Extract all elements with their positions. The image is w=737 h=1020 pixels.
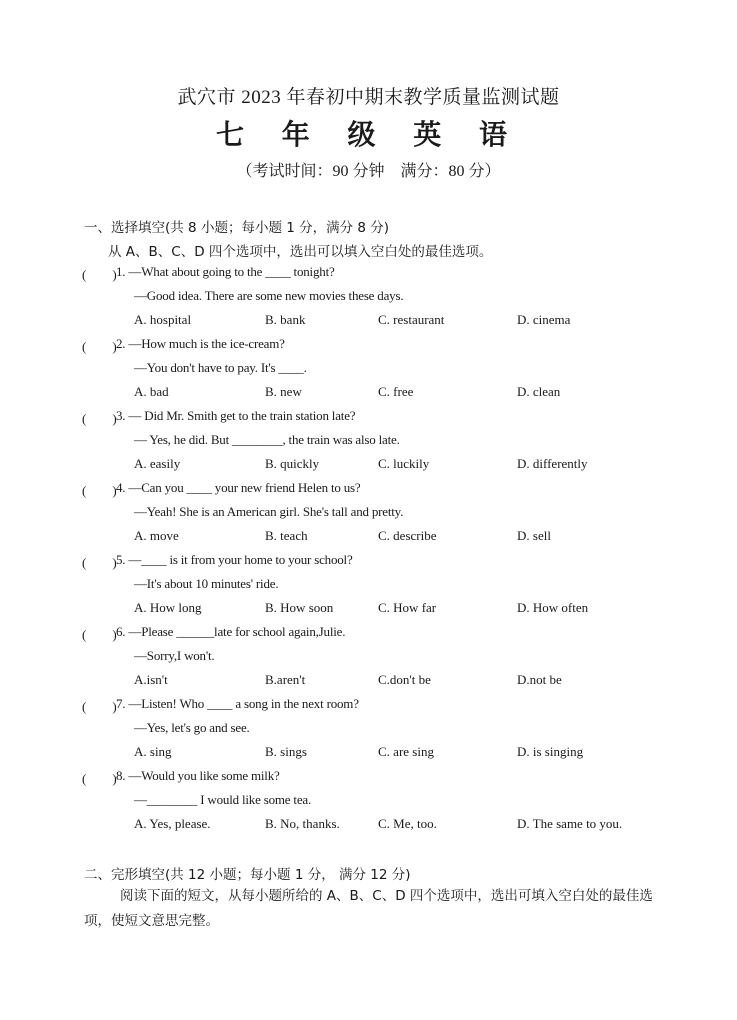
- option-b: B.aren't: [265, 672, 306, 687]
- question-text: 4. —Can you ____ your new friend Helen to us?: [116, 480, 361, 495]
- answer-blank: ( ): [82, 339, 117, 354]
- question-text: 6. —Please ______late for school again,Julie.: [116, 624, 346, 639]
- section1-instruction: 从 A、B、C、D 四个选项中，选出可以填入空白处的最佳选项。: [108, 244, 493, 260]
- answer-blank: ( ): [82, 699, 117, 714]
- dialogue-response: —Sorry,I won't.: [134, 648, 215, 663]
- subject-title: 七 年 级 英 语: [216, 118, 521, 151]
- option-b: B. No, thanks.: [265, 816, 340, 831]
- option-d: D.not be: [517, 672, 562, 687]
- dialogue-response: — Yes, he did. But ________, the train was also late.: [134, 432, 400, 447]
- option-c: C.don't be: [378, 672, 431, 687]
- option-b: B. bank: [265, 312, 306, 327]
- option-d: D. is singing: [517, 744, 584, 759]
- option-c: C. luckily: [378, 456, 430, 471]
- option-a: A. hospital: [134, 312, 192, 327]
- option-a: A. Yes, please.: [134, 816, 211, 831]
- option-d: D. The same to you.: [517, 816, 623, 831]
- option-c: C. Me, too.: [378, 816, 437, 831]
- option-b: B. new: [265, 384, 302, 399]
- dialogue-response: —Yeah! She is an American girl. She's tall and pretty.: [134, 504, 404, 519]
- question-text: 5. —____ is it from your home to your school?: [116, 552, 353, 567]
- option-a: A. How long: [134, 600, 202, 615]
- section1-heading: 一、选择填空(共 8 小题；每小题 1 分，满分 8 分): [84, 220, 390, 236]
- question-text: 7. —Listen! Who ____ a song in the next room?: [116, 696, 359, 711]
- dialogue-response: —Good idea. There are some new movies these days.: [134, 288, 404, 303]
- option-d: D. How often: [517, 600, 589, 615]
- option-c: C. How far: [378, 600, 437, 615]
- answer-blank: ( ): [82, 483, 117, 498]
- answer-blank: ( ): [82, 627, 117, 642]
- option-b: B. How soon: [265, 600, 334, 615]
- answer-blank: ( ): [82, 267, 117, 282]
- section2-heading: 二、完形填空(共 12 小题；每小题 1 分， 满分 12 分): [84, 867, 411, 883]
- answer-blank: ( ): [82, 555, 117, 570]
- section2-instruction: 阅读下面的短文，从每小题所给的 A、B、C、D 四个选项中，选出可填入空白处的最佳选项，使短文意思完整。: [84, 888, 653, 929]
- question-text: 3. — Did Mr. Smith get to the train station late?: [116, 408, 356, 423]
- question-text: 2. —How much is the ice-cream?: [116, 336, 285, 351]
- option-c: C. free: [378, 384, 414, 399]
- option-b: B. teach: [265, 528, 308, 543]
- question-text: 8. —Would you like some milk?: [116, 768, 280, 783]
- answer-blank: ( ): [82, 771, 117, 786]
- option-a: A. easily: [134, 456, 181, 471]
- option-c: C. describe: [378, 528, 437, 543]
- option-a: A. sing: [134, 744, 172, 759]
- option-a: A. bad: [134, 384, 169, 399]
- option-a: A. move: [134, 528, 179, 543]
- dialogue-response: —________ I would like some tea.: [134, 792, 312, 807]
- option-c: C. restaurant: [378, 312, 445, 327]
- option-d: D. differently: [517, 456, 588, 471]
- option-a: A.isn't: [134, 672, 168, 687]
- option-b: B. sings: [265, 744, 307, 759]
- dialogue-response: —You don't have to pay. It's ____.: [134, 360, 307, 375]
- dialogue-response: —It's about 10 minutes' ride.: [134, 576, 279, 591]
- option-d: D. clean: [517, 384, 561, 399]
- question-text: 1. —What about going to the ____ tonight?: [116, 264, 335, 279]
- option-d: D. cinema: [517, 312, 571, 327]
- option-d: D. sell: [517, 528, 551, 543]
- exam-info: （考试时间：90 分钟 满分：80 分）: [236, 163, 501, 180]
- dialogue-response: —Yes, let's go and see.: [134, 720, 250, 735]
- answer-blank: ( ): [82, 411, 117, 426]
- option-c: C. are sing: [378, 744, 434, 759]
- option-b: B. quickly: [265, 456, 320, 471]
- exam-title: 武穴市 2023 年春初中期末教学质量监测试题: [177, 87, 560, 108]
